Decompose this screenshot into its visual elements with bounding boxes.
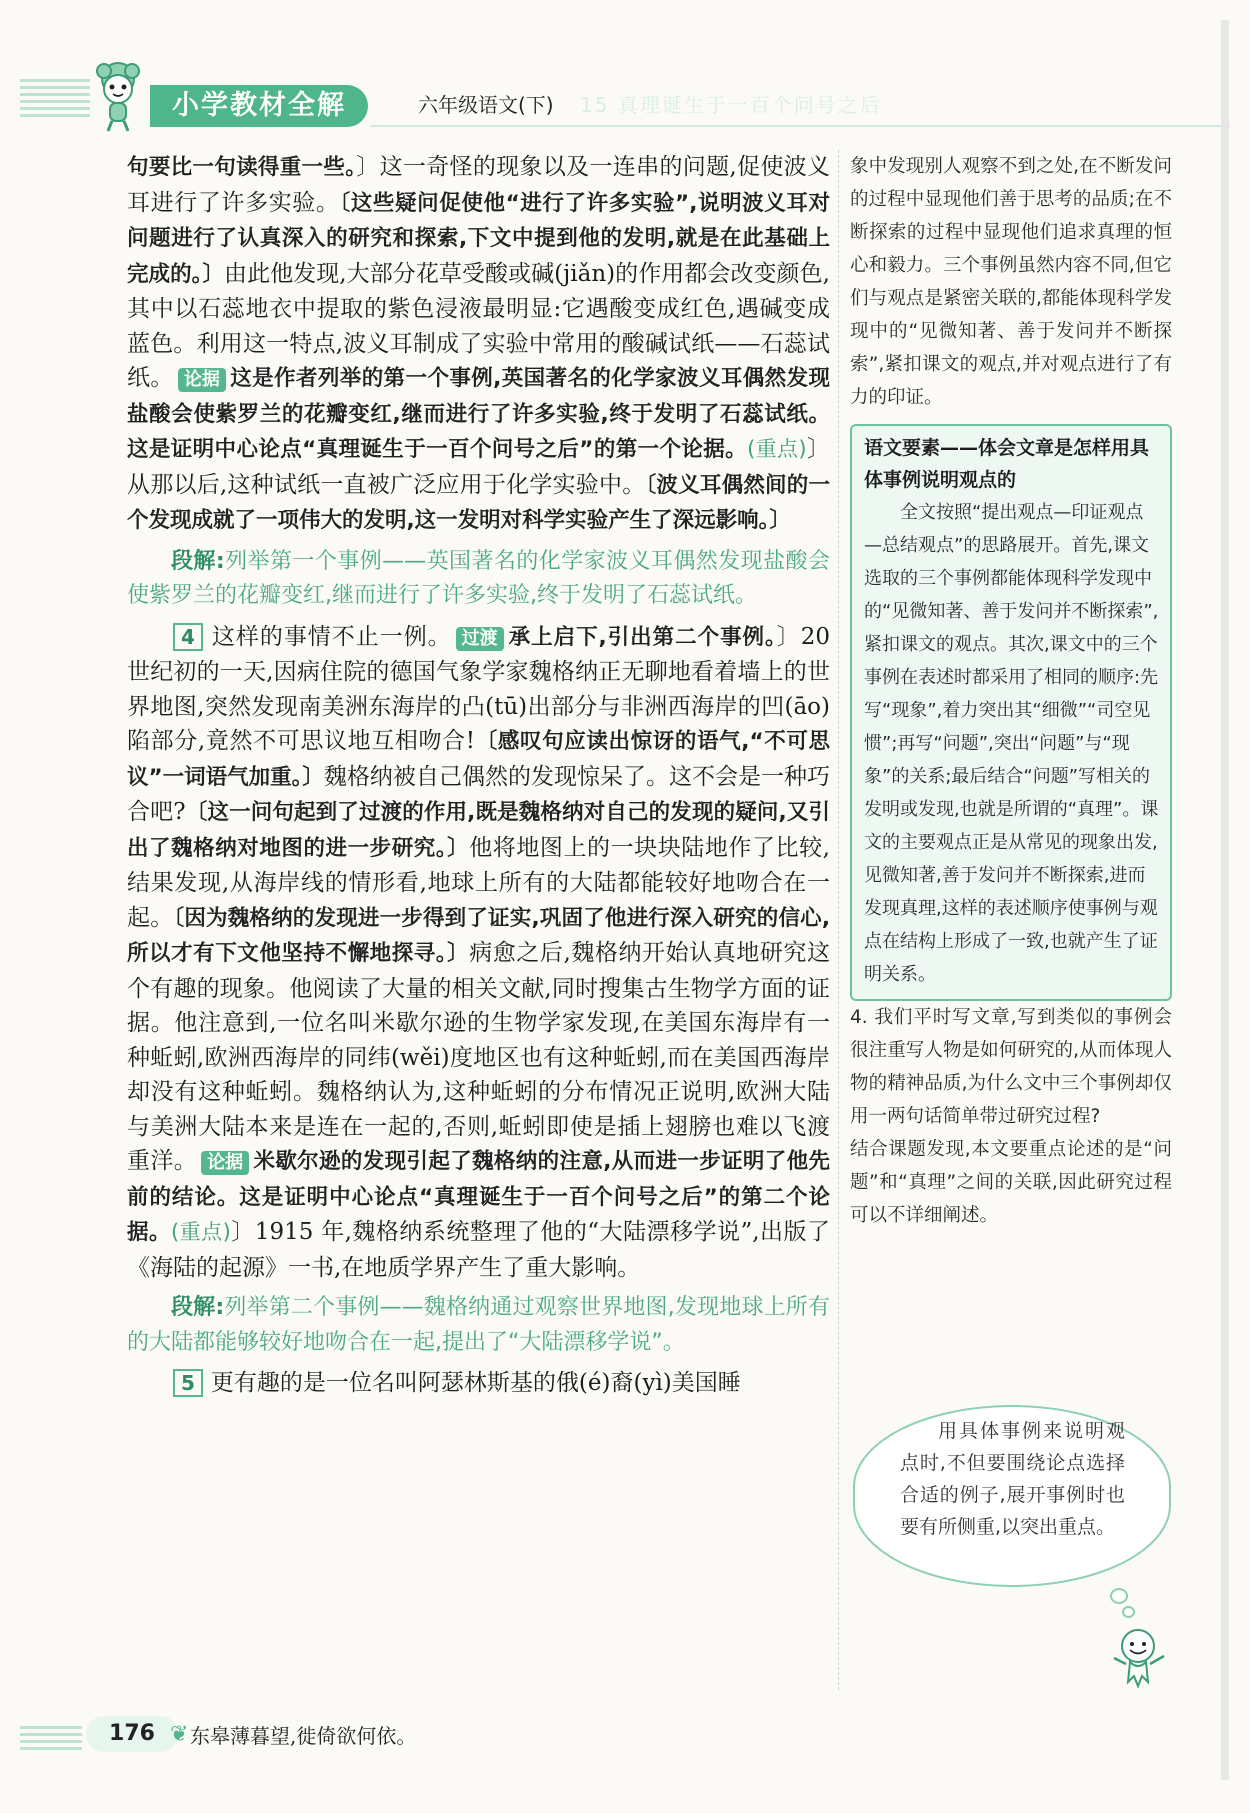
paragraph-number: 5	[173, 1369, 203, 1397]
footer	[20, 1716, 1170, 1756]
paragraph-5	[127, 1366, 830, 1401]
tip-text: 用具体事例来说明观点时,不但要围绕论点选择合适的例子,展开事例时也要有所侧重,以突出重点。	[900, 1420, 1125, 1538]
main-column	[127, 150, 830, 1401]
annotation: 〔感叹句应读出惊讶的语气,“不可思议”一词语气加重。〕	[127, 729, 830, 790]
box-title: 语文要素——体会文章是怎样用具体事例说明观点的	[864, 437, 1150, 491]
header	[20, 55, 1230, 135]
annotation: 承上启下,引出第二个事例。	[507, 624, 777, 650]
brand-title: 小学教材全解	[150, 85, 368, 127]
language-element-box	[850, 424, 1172, 1001]
tag-transition: 过渡	[456, 627, 504, 651]
paragraph-number: 4	[173, 623, 203, 651]
annotation: 〔因为魏格纳的发现进一步得到了证实,巩固了他进行深入研究的信心,所以才有下文他坚持不懈地探寻。〕	[127, 905, 830, 966]
bubble-dot	[1110, 1588, 1128, 1604]
page-number: 176	[86, 1716, 178, 1752]
body-text: 〕1915 年,魏格纳系统整理了他的“大陆漂移学说”,出版了《海陆的起源》一书,在地质学界产生了重大影响。	[127, 1219, 831, 1281]
leaf-icon: ❦	[170, 1722, 189, 1747]
key-point-label: (重点)	[747, 437, 807, 461]
paragraph-4	[127, 620, 830, 1286]
analysis-text: 列举第二个事例——魏格纳通过观察世界地图,发现地球上所有的大陆都能够较好地吻合在一起,提出了“大陆漂移学说”。	[127, 1295, 830, 1355]
header-stripes	[20, 79, 90, 117]
body-text: 〕20 世纪初的一天,因病住院的德国气象学家魏格纳正无聊地看着墙上的世界地图,突然发现南美洲东海岸的凸(tū)出部分与非洲西海岸的凹(āo)陷部分,竟然不可思议地互相吻合!	[127, 623, 831, 754]
paragraph-3-end	[127, 150, 830, 539]
footer-stripes	[20, 1726, 82, 1750]
tag-argument: 论据	[201, 1151, 249, 1175]
side-column	[850, 150, 1172, 1232]
body-text: 〕这一奇怪的现象以及一连串的问题,促使波义耳进行了许多实验。	[127, 154, 830, 216]
annotation: 〔这些疑问促使他“进行了许多实验”,说明波义耳对问题进行了认真深入的研究和探索,下文中提到他的发明,就是在此基础上完成的。〕	[127, 190, 831, 287]
page-edge-rule	[1221, 20, 1229, 1780]
body-text: 这样的事情不止一例。	[210, 623, 452, 650]
grade-label: 六年级语文(下)	[418, 93, 554, 117]
question-4: 4. 我们平时写文章,写到类似的事例会很注重写人物是如何研究的,从而体现人物的精神品质,为什么文中三个事例却仅用一两句话简单带过研究过程?	[850, 1007, 1172, 1127]
body-text: 更有趣的是一位名叫阿瑟林斯基的俄(é)裔(yì)美国睡	[210, 1370, 741, 1396]
box-body: 全文按照“提出观点—印证观点—总结观点”的思路展开。首先,课文选取的三个事例都能体现科学发现中的“见微知著、善于发问并不断探索”,紧扣课文的观点。其次,课文中的三个事例在表述时都采用了相同的顺序:先写“现象”,着力突出其“细微”“司空见惯”;再写“问题”,突出“问题”与“现象”的关系;最后结合“问题”写相关的发明或发现,也就是所谓的“真理”。课文的主要观点正是从常见的现象出发,见微知著,善于发问并不断探索,进而发现真理,这样的表述顺序使事例与观点在结构上形成了一致,也就产生了证明关系。	[864, 502, 1159, 985]
header-rule	[370, 125, 1230, 127]
body-text: 魏格纳被自己偶然的发现惊呆了。这不会是一种巧合吧?	[127, 763, 830, 825]
column-divider	[838, 150, 840, 1690]
body-text: 由此他发现,大部分花草受酸或碱(jiǎn)的作用都会改变颜色,其中以石蕊地衣中提取的紫色浸液最明显:它遇酸变成红色,遇碱变成蓝色。利用这一特点,波义耳制成了实验中常用的酸碱试纸——石蕊试纸。	[127, 260, 830, 391]
analysis-label: 段解:	[171, 548, 225, 574]
smiley-mascot-icon	[1108, 1624, 1178, 1694]
key-point-label: (重点)	[170, 1220, 231, 1244]
footer-motto: 东皋薄暮望,徙倚欲何依。	[190, 1724, 417, 1748]
body-text: 他将地图上的一块块陆地作了比较,结果发现,从海岸线的情形看,地球上所有的大陆都能较好地吻合在一起。	[127, 834, 830, 931]
annotation: 这是作者列举的第一个事例,英国著名的化学家波义耳偶然发现盐酸会使紫罗兰的花瓣变红,继而进行了许多实验,终于发明了石蕊试纸。这是证明中心论点“真理诞生于一百个问号之后”的第一个论据。	[127, 366, 831, 462]
annotation: 〔这一问句起到了过渡的作用,既是魏格纳对自己的发现的疑问,又引出了魏格纳对地图的进一步研究。〕	[127, 800, 830, 861]
body-text: 〕从那以后,这种试纸一直被广泛应用于化学实验中。	[127, 436, 831, 498]
annotation: 米歇尔逊的发现引起了魏格纳的注意,从而进一步证明了他先前的结论。这是证明中心论点“真理诞生于一百个问号之后”的第二个论据。	[127, 1149, 831, 1245]
analysis-label: 段解:	[171, 1295, 225, 1320]
side-commentary: 象中发现别人观察不到之处,在不断发问的过程中显现他们善于思考的品质;在不断探索的过程中显现他们追求真理的恒心和毅力。三个事例虽然内容不同,但它们与观点是紧密关联的,都能体现科学发现中的“见微知著、善于发问并不断探索”,紧扣课文的观点,并对观点进行了有力的印证。	[850, 156, 1172, 408]
answer-4: 结合课题发现,本文要重点论述的是“问题”和“真理”之间的关联,因此研究过程可以不详细阐述。	[850, 1139, 1172, 1226]
annotation: 句要比一句读得重一些。	[127, 155, 357, 180]
paragraph-analysis-2	[127, 1291, 830, 1360]
body-text: 病愈之后,魏格纳开始认真地研究这个有趣的现象。他阅读了大量的相关文献,同时搜集古生物学方面的证据。他注意到,一位名叫米歇尔逊的生物学家发现,在美国东海岸有一种蚯蚓,欧洲西海岸的同纬(wěi)度地区也有这种蚯蚓,而在美国西海岸却没有这种蚯蚓。魏格纳认为,这种蚯蚓的分布情况正说明,欧洲大陆与美洲大陆本来是连在一起的,否则,蚯蚓即使是插上翅膀也难以飞渡重洋。	[127, 940, 830, 1174]
bubble-dot	[1122, 1606, 1135, 1618]
paragraph-analysis-1	[127, 545, 830, 614]
lesson-title-faint: 15 真理诞生于一百个问号之后	[580, 93, 882, 117]
annotation: 〔波义耳偶然间的一个发现成就了一项伟大的发明,这一发明对科学实验产生了深远影响。〕	[127, 472, 830, 533]
analysis-text: 列举第一个事例——英国著名的化学家波义耳偶然发现盐酸会使紫罗兰的花瓣变红,继而进行了许多实验,终于发明了石蕊试纸。	[127, 548, 830, 608]
tag-argument: 论据	[178, 368, 226, 392]
